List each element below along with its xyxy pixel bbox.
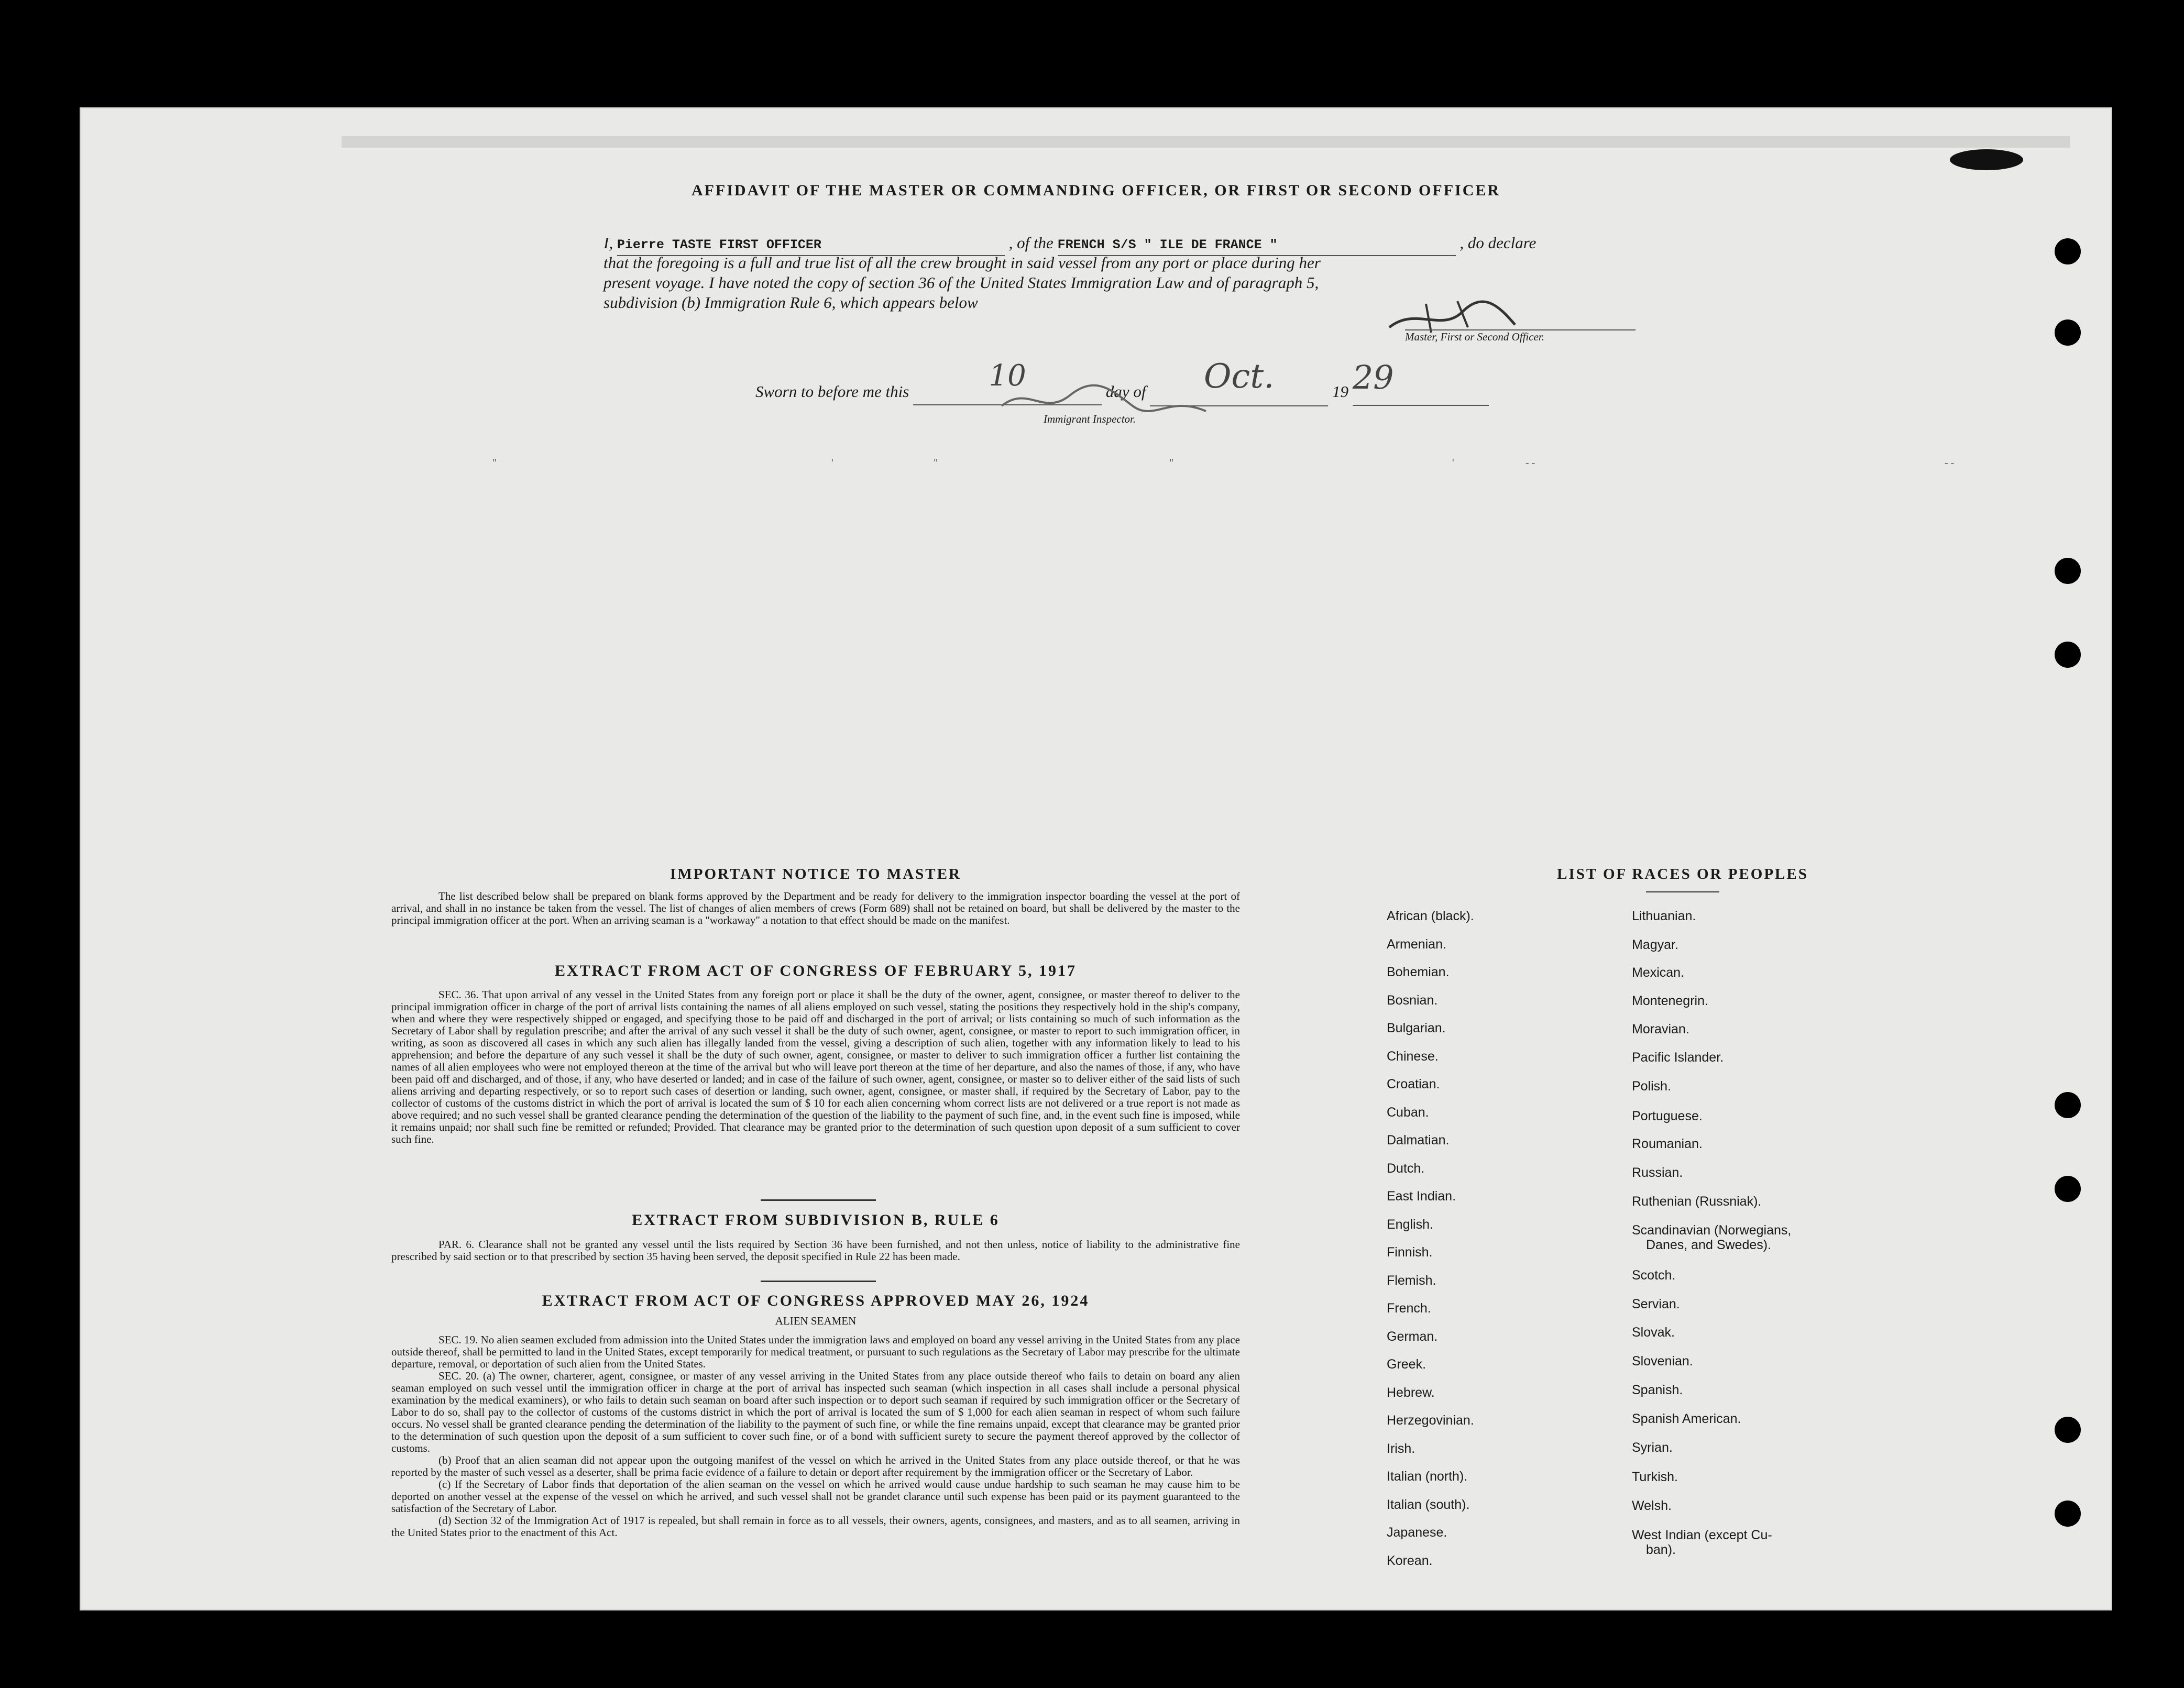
race-item: Bohemian. [1387, 965, 1450, 979]
race-item: Moravian. [1632, 1022, 1689, 1036]
punch-hole [2055, 1501, 2081, 1527]
race-item: Lithuanian. [1632, 909, 1696, 923]
race-item: French. [1387, 1301, 1431, 1316]
race-item: German. [1387, 1329, 1438, 1344]
race-item: Italian (south). [1387, 1497, 1470, 1512]
race-item: Hebrew. [1387, 1385, 1435, 1400]
rule6-body: PAR. 6. Clearance shall not be granted any vessel until the lists required by Section 36 have been furnished, and not then unless, notice of liability to the administrative fine prescribed by said section or to that prescribed by section 35 having been served, the deposit specified in Rule 22 has been made. [391, 1238, 1240, 1263]
ink-blot [1950, 149, 2023, 170]
race-item: Cuban. [1387, 1105, 1429, 1120]
punch-hole [2055, 558, 2081, 584]
year-field [1352, 358, 1489, 406]
punch-hole [2055, 1417, 2081, 1443]
race-item: Syrian. [1632, 1440, 1673, 1455]
punch-hole [2055, 1176, 2081, 1202]
year-handwritten: 29 [1352, 358, 1394, 396]
extract-1917-body: SEC. 36. That upon arrival of any vessel in the United States from any foreign port or place it shall be the duty of the owner, agent, consignee, or master thereof to deliver to the principal immigration officer in charge of the port of arrival lists containing the names of all aliens employed on such vessel, stating the positions they respectively hold in the ship's company, when and where they were respectively shipped or engaged, and specifying those to be paid off and discharged in the port of arrival; or lists containing so much of such information as the Secretary of Labor shall by regulation prescribe; and after the arrival of any such vessel it shall be the duty of such owner, agent, consignee, or master to report to such immigration officer, in writing, as soon as discovered all cases in which any such alien has illegally landed from the vessel, giving a description of such alien, together with any information likely to lead to his apprehension; and before the departure of any such vessel it shall be the duty of such owner, agent, consignee, or master to deliver to such immigration officer a further list containing the names of all alien employees who were not employed thereon at the time of the arrival but who will leave port thereon at the time of her departure, and also the names of those, if any, who have been paid off and discharged, and of those, if any, who have deserted or landed; and in case of the failure of such owner, agent, consignee, or master so to deliver either of the said lists of such aliens arriving and departing respectively, or so to report such cases of desertion or landing, such owner, agent, consignee, or master shall, if required by the Secretary of Labor, pay to the collector of customs of the customs district in which the port of arrival is located the sum of $ 10 for each alien concerning whom correct lists are not delivered or a true report is not made as above required; and no such vessel shall be granted clearance pending the determination of the question of the liability to the payment of such fine, and, in the event such fine is imposed, while it remains unpaid; nor shall such fine be remitted or refunded; Provided. That clearance may be granted prior to the determination of such question upon deposit of a sum sufficient to cover such fine. [391, 988, 1240, 1145]
race-item: East Indian. [1387, 1189, 1456, 1204]
year-prefix: 19 [1332, 382, 1348, 401]
punch-hole [2055, 1092, 2081, 1118]
race-item: Roumanian. [1632, 1137, 1703, 1151]
stray-mark: ' [831, 457, 833, 469]
of-the-label: , of the [1008, 234, 1053, 252]
rule6-title: EXTRACT FROM SUBDIVISION B, RULE 6 [632, 1211, 1000, 1229]
race-item: English. [1387, 1217, 1433, 1232]
notice-title: IMPORTANT NOTICE TO MASTER [670, 866, 961, 882]
bleed-through-text [342, 136, 2070, 148]
races-title: LIST OF RACES OR PEOPLES [1557, 866, 1808, 882]
race-item: ban). [1646, 1542, 1676, 1557]
race-item: Bulgarian. [1387, 1021, 1446, 1035]
race-item: Croatian. [1387, 1077, 1440, 1091]
extract-1924-title: EXTRACT FROM ACT OF CONGRESS APPROVED MAY 26, 1924 [542, 1292, 1090, 1309]
stray-mark: - - [1525, 457, 1535, 469]
race-item: Greek. [1387, 1357, 1426, 1372]
extract-1924-body [391, 1334, 1240, 1539]
race-item: Mexican. [1632, 965, 1685, 980]
punch-hole [2055, 319, 2081, 346]
sworn-prefix: Sworn to before me this [755, 382, 909, 401]
race-item: Spanish American. [1632, 1411, 1741, 1426]
race-item: Dalmatian. [1387, 1133, 1450, 1148]
day-of-label: day of [1105, 382, 1146, 401]
affidavit-line4: subdivision (b) Immigration Rule 6, which appears below [603, 293, 978, 312]
stray-mark: " [1169, 457, 1174, 469]
race-item: Magyar. [1632, 937, 1678, 952]
signature-caption: Master, First or Second Officer. [1405, 329, 1636, 344]
affidavit-prefix: I, [603, 234, 613, 252]
stray-mark: - - [1945, 457, 1955, 469]
race-item: Korean. [1387, 1553, 1433, 1568]
race-item: Scotch. [1632, 1268, 1676, 1283]
vessel-name-typed: FRENCH S/S " ILE DE FRANCE " [1058, 235, 1456, 256]
race-item: Pacific Islander. [1632, 1050, 1724, 1065]
race-item: Portuguese. [1632, 1109, 1703, 1123]
race-item: Slovak. [1632, 1325, 1675, 1340]
race-item: Chinese. [1387, 1049, 1439, 1064]
do-declare-label: , do declare [1459, 234, 1537, 252]
race-item: African (black). [1387, 909, 1474, 923]
stray-mark: " [492, 457, 497, 469]
sec20c-paragraph: (c) If the Secretary of Labor finds that deportation of the alien seaman on the vessel on which he arrived would cause undue hardship to such seaman he may cause him to be deported on another vessel at the expense of the vessel on which he arrived, and such vessel shall not be grandet clarance until such expense has been paid or its payment guaranteed to the satisfaction of the Secretary of Labor. [391, 1478, 1240, 1515]
sec19-paragraph: SEC. 19. No alien seamen excluded from admission into the United States under the immigration laws and employed on board any vessel arriving in the United States from any place outside thereof, shall be permitted to land in the United States, except temporarily for medical treatment, or pursuant to such regulations as the Secretary of Labor may prescribe for the ultimate departure, removal, or deportation of such alien from the United States. [391, 1333, 1240, 1370]
section-divider [761, 1281, 876, 1282]
race-item: Italian (north). [1387, 1469, 1468, 1484]
notice-body: The list described below shall be prepared on blank forms approved by the Department and be ready for delivery to the immigration inspector boarding the vessel at the port of arrival, and shall in no instance be taken from the vessel. The list of changes of alien members of crews (Form 689) shall not be retained on board, but shall be delivered by the master to the principal immigration officer at the port. When an arriving seaman is a "workaway" a notation to that effect should be made on the manifest. [391, 890, 1240, 926]
extract-1917-title: EXTRACT FROM ACT OF CONGRESS OF FEBRUARY 5, 1917 [554, 962, 1077, 979]
race-item: Bosnian. [1387, 992, 1438, 1008]
document-page [80, 107, 2112, 1610]
affidavit-line3: present voyage. I have noted the copy of section 36 of the United States Immigration Law and of paragraph 5, [603, 273, 1319, 292]
sworn-day-handwritten: 10 [989, 359, 1026, 393]
race-item: Polish. [1632, 1079, 1672, 1094]
punch-hole [2055, 642, 2081, 668]
stray-mark: ' [1452, 457, 1454, 469]
sec20a-paragraph: SEC. 20. (a) The owner, charterer, agent, consignee, or master of any vessel arriving in the United States from any place outside thereof who fails to detain on board any alien seaman employed on such vessel until the immigration officer in charge at the port of arrival has inspected such seaman (which inspection in all cases shall include a personal physical examination by the medical examiners), or who fails to detain such seaman on board after such inspection or to deport such seaman if required by such immigration officer or the Secretary of Labor to do so, shall pay to the collector of customs of the customs district in which the port of arrival is located the sum of $ 1,000 for each alien seaman in respect of whom such failure occurs. No vessel shall be granted clearance pending the determination of the liability to the payment of such fine, or while the fine remains unpaid, except that clearance may be granted prior to the determination of such question upon the deposit of a sum sufficient to cover such fine, or of a bond with sufficient surety to secure the payment thereof approved by the collector of customs. [391, 1370, 1240, 1454]
race-item: Ruthenian (Russniak). [1632, 1194, 1762, 1209]
race-item: Turkish. [1632, 1470, 1678, 1484]
race-item: Montenegrin. [1632, 994, 1708, 1008]
punch-hole [2055, 238, 2081, 264]
races-title-underline [1646, 891, 1719, 892]
inspector-caption: Immigrant Inspector. [1044, 413, 1136, 425]
affidavit-title: AFFIDAVIT OF THE MASTER OR COMMANDING OFFICER, OR FIRST OR SECOND OFFICER [691, 182, 1501, 199]
race-item: Danes, and Swedes). [1646, 1238, 1772, 1252]
race-item: Russian. [1632, 1165, 1683, 1180]
sec20d-paragraph: (d) Section 32 of the Immigration Act of 1917 is repealed, but shall remain in force as to all vessels, their owners, agents, consignees, and masters, and as to all seamen, arriving in the United States prior to the enactment of this Act. [391, 1514, 1240, 1539]
alien-seamen-subtitle: ALIEN SEAMEN [775, 1315, 857, 1327]
race-item: Dutch. [1387, 1161, 1425, 1176]
stray-mark: " [934, 457, 938, 469]
race-item: Finnish. [1387, 1245, 1433, 1260]
race-item: Herzegovinian. [1387, 1413, 1474, 1428]
officer-name-typed: Pierre TASTE FIRST OFFICER [617, 235, 1005, 256]
race-item: Japanese. [1387, 1525, 1447, 1540]
race-item: Irish. [1387, 1441, 1415, 1456]
section-divider [761, 1199, 876, 1201]
sworn-month-handwritten: Oct. [1204, 357, 1275, 396]
race-item: Armenian. [1387, 936, 1446, 952]
race-item: Scandinavian (Norwegians, [1632, 1223, 1792, 1238]
race-item: Welsh. [1632, 1498, 1672, 1513]
affidavit-line1 [603, 233, 1588, 253]
race-item: Servian. [1632, 1297, 1680, 1311]
affidavit-line2: that the foregoing is a full and true list of all the crew brought in said vessel from any port or place during her [603, 253, 1321, 272]
race-item: Spanish. [1632, 1383, 1683, 1397]
race-item: Flemish. [1387, 1273, 1436, 1288]
sec20b-paragraph: (b) Proof that an alien seaman did not appear upon the outgoing manifest of the vessel on which he arrived in the United States from any place outside thereof, or that he was reported by the master of such vessel as a deserter, shall be prima facie evidence of a failure to detain or deport after requirement by the immigration officer or the Secretary of Labor. [391, 1454, 1240, 1479]
race-item: Slovenian. [1632, 1354, 1693, 1369]
race-item: West Indian (except Cu- [1632, 1528, 1772, 1542]
